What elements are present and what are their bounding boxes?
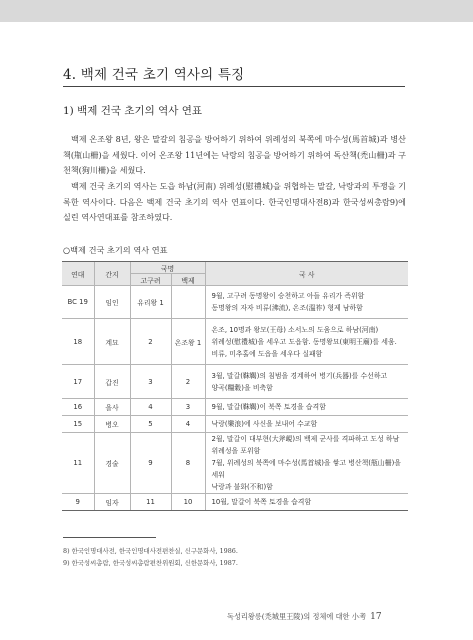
cell-ganji: 임자 — [94, 494, 130, 511]
table-row — [62, 399, 408, 416]
header-event: 국 사 — [205, 262, 408, 286]
cell-events — [205, 365, 408, 399]
header-goguryeo: 고구려 — [130, 274, 171, 286]
cell-goguryeo: 유리왕 1 — [130, 286, 171, 319]
cell-ganji: 임인 — [94, 286, 130, 319]
event-line: 동명왕의 자자 비류(沸流), 온조(溫祚) 형제 남하함 — [211, 304, 363, 312]
running-title: 독성리왕릉(禿城里王陵)의 정체에 대한 小考 — [227, 612, 367, 621]
event-line: 양곡(糧穀)을 비축함 — [211, 383, 273, 392]
event-line: 10월, 말갈이 북쪽 토경을 습격함 — [211, 498, 312, 506]
cell-events — [205, 433, 408, 494]
cell-baekje: 3 — [171, 399, 205, 416]
cell-baekje: 8 — [171, 433, 205, 494]
footnote-9: 9) 한국성씨총람, 한국성씨총람편찬위원회, 신한문화사, 1987. — [63, 559, 238, 567]
event-line: 비류, 미추홀에 도읍을 세우다 실패함 — [211, 349, 323, 358]
header-kingdom: 국명 — [130, 262, 205, 274]
cell-baekje — [171, 286, 205, 319]
subsection-title: 1) 백제 건국 초기의 역사 연표 — [63, 105, 203, 117]
event-line: 온조, 10명과 왕모(王母) 소서노의 도움으로 하남(河南) — [211, 325, 379, 334]
cell-year: 11 — [62, 433, 94, 494]
table-row — [62, 494, 408, 511]
header-baekje: 백제 — [171, 274, 205, 286]
header-year: 연대 — [62, 262, 94, 286]
cell-baekje: 2 — [171, 365, 205, 399]
footnote-rule — [63, 537, 156, 538]
cell-baekje: 10 — [171, 494, 205, 511]
cell-ganji: 경술 — [94, 433, 130, 494]
cell-goguryeo: 9 — [130, 433, 171, 494]
top-gray-band — [0, 0, 473, 22]
section-title-rule — [63, 86, 405, 87]
page-footer — [227, 612, 382, 622]
cell-ganji: 갑진 — [94, 365, 130, 399]
event-line: 3월, 말갈(靺鞨)의 침범을 경계하여 병기(兵器)를 수선하고 — [211, 371, 388, 380]
cell-year: 9 — [62, 494, 94, 511]
table-row — [62, 286, 408, 319]
cell-goguryeo: 3 — [130, 365, 171, 399]
event-line: 9월, 말갈(靺鞨)이 북쪽 토경을 습격함 — [211, 403, 326, 411]
event-line: 위례성을 포위함 — [211, 447, 261, 455]
cell-events — [205, 416, 408, 433]
history-chronology-table — [62, 261, 408, 511]
cell-ganji: 병오 — [94, 416, 130, 433]
table-row — [62, 416, 408, 433]
cell-year: 17 — [62, 365, 94, 399]
event-line: 낙랑(樂浪)에 사신을 보내어 수교함 — [211, 420, 318, 428]
cell-goguryeo: 5 — [130, 416, 171, 433]
cell-events — [205, 494, 408, 511]
cell-goguryeo: 4 — [130, 399, 171, 416]
cell-year: 18 — [62, 319, 94, 365]
paragraph-2: 백제 건국 초기의 역사는 도읍 하남(河南) 위례성(慰禮城)을 위협하는 말갈, 낙랑과의 투쟁을 기록한 역사이다. 다음은 백제 건국 초기의 역사 연표이다. 한국인명대사전8)과 한국성씨총람9)에 실린 역사연대표를 참조하였다. — [63, 181, 406, 222]
header-ganji: 간지 — [94, 262, 130, 286]
paragraph-1: 백제 온조왕 8년, 왕은 말갈의 침공을 방어하기 위하여 위례성의 북쪽에 마수성(馬首城)과 병산책(甁山柵)을 세웠다. 이어 온조왕 11년에는 낙랑의 침공을 방어하기 위하여 독산책(禿山柵)과 구천책(狗川柵)을 세웠다. — [63, 134, 406, 175]
event-line: 위례성(慰禮城)을 세우고 도읍함. 동명왕묘(東明王廟)를 세움. — [211, 337, 397, 346]
cell-year: BC 19 — [62, 286, 94, 319]
cell-year: 16 — [62, 399, 94, 416]
table-caption: ○백제 건국 초기의 역사 연표 — [63, 245, 168, 255]
event-line: 낙랑과 불화(不和)함 — [211, 483, 273, 491]
cell-goguryeo: 11 — [130, 494, 171, 511]
event-line: 7월, 위례성의 북쪽에 마수성(馬首城)을 쌓고 병산책(甁山柵)을 세워 — [211, 459, 401, 479]
cell-ganji: 을사 — [94, 399, 130, 416]
event-line: 9월, 고구려 동명왕이 승천하고 아들 유리가 즉위함 — [211, 292, 365, 300]
table-row — [62, 319, 408, 365]
cell-baekje: 4 — [171, 416, 205, 433]
cell-year: 15 — [62, 416, 94, 433]
table-body — [62, 286, 408, 511]
cell-events — [205, 286, 408, 319]
cell-ganji: 계묘 — [94, 319, 130, 365]
table-row — [62, 365, 408, 399]
footnote-8: 8) 한국인명대사전, 한국인명대사전편찬실, 신구문화사, 1986. — [63, 547, 238, 555]
cell-goguryeo: 2 — [130, 319, 171, 365]
cell-events — [205, 399, 408, 416]
event-line: 2월, 말갈이 대부현(大斧峴)의 백제 군사를 격파하고 도성 하남 — [211, 435, 400, 443]
cell-baekje: 온조왕 1 — [171, 319, 205, 365]
section-title: 4. 백제 건국 초기 역사의 특징 — [63, 67, 245, 83]
page-number: 17 — [370, 612, 382, 622]
cell-events — [205, 319, 408, 365]
table-row — [62, 433, 408, 494]
